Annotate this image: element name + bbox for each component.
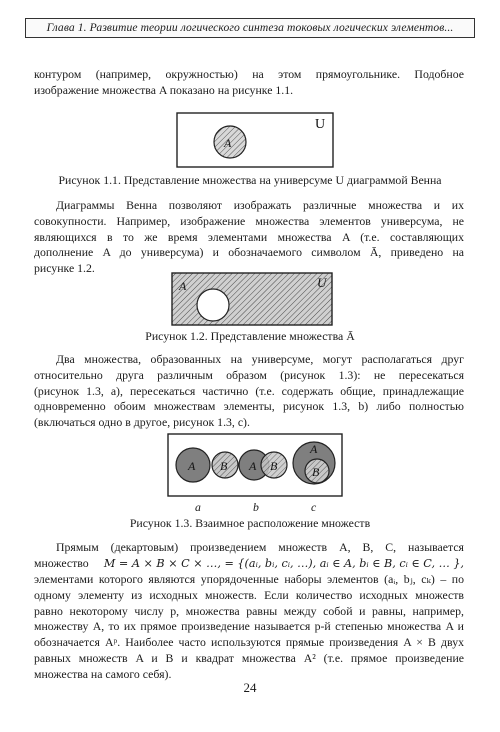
paragraph-line: множеству A, то их прямое произведение называется p-й степенью множества A и bbox=[34, 619, 464, 634]
case-b-label-b: B bbox=[270, 459, 278, 473]
figure-1-1-caption: Рисунок 1.1. Представление множества на универсуме U диаграммой Венна bbox=[58, 173, 442, 187]
figure-1-3-caption: Рисунок 1.3. Взаимное расположение множеств bbox=[129, 516, 371, 530]
paragraph-line: элементами которого являются упорядоченные наборы элементов (aᵢ, bⱼ, cₖ) – по bbox=[34, 572, 464, 586]
paragraph-line: Прямым (декартовым) произведением множеств A, B, C, называется bbox=[56, 540, 464, 554]
paragraph-1 bbox=[34, 67, 464, 99]
paragraph-line: являющихся в то же время элементами множества A (т.е. составляющих bbox=[34, 229, 464, 244]
figure-1-3-sublabel-a: a bbox=[195, 500, 201, 514]
paragraph-line: (рисунок 1.3, a), пересекаться частично (т.е. содержать общие, принадлежащие bbox=[34, 383, 464, 398]
page-number: 24 bbox=[243, 680, 257, 695]
case-b-label-a: A bbox=[249, 459, 257, 473]
paragraph-line: рисунке 1.2. bbox=[34, 261, 95, 276]
universe-label: U bbox=[315, 117, 326, 132]
formula-line bbox=[34, 556, 464, 572]
paragraph-line: (включаться одно в другое, рисунок 1.3, c). bbox=[34, 415, 250, 430]
set-a-label: A bbox=[224, 136, 232, 150]
paragraph-line: изображение множества A показано на рисунке 1.1. bbox=[34, 82, 294, 97]
case-c-label-b: B bbox=[312, 465, 320, 479]
case-a-label-a: A bbox=[188, 459, 196, 473]
running-header bbox=[25, 18, 475, 38]
paragraph-line: одному элементу из исходных множеств. Если количество исходных множеств bbox=[34, 587, 464, 602]
paragraph-line: Диаграммы Венна позволяют изображать различные множества и их bbox=[56, 198, 464, 212]
set-a-circle bbox=[197, 289, 229, 321]
figure-1-3-set-relations-diagram bbox=[167, 433, 343, 497]
paragraph-2 bbox=[34, 198, 464, 277]
set-a-label: A bbox=[179, 279, 187, 293]
paragraph-line: обозначается Aᵖ. Наиболее часто используются прямые произведения A × B двух bbox=[34, 635, 464, 650]
figure-1-1-venn-diagram bbox=[176, 112, 334, 168]
header-title: Глава 1. Развитие теории логического синтеза токовых логических элементов... bbox=[46, 21, 454, 34]
paragraph-4-body bbox=[34, 572, 464, 683]
figure-1-3-sublabel-c: c bbox=[311, 500, 317, 514]
figure-1-2-complement-diagram bbox=[171, 272, 333, 326]
figure-1-2-caption: Рисунок 1.2. Представление множества Ā bbox=[145, 329, 355, 343]
paragraph-line: относительно друга различным образом (рисунок 1.3): не пересекаться bbox=[34, 367, 464, 382]
case-a-label-b: B bbox=[220, 459, 228, 473]
paragraph-line: множества на самого себя). bbox=[34, 666, 172, 681]
paragraph-3 bbox=[34, 352, 464, 431]
cartesian-product-formula: M = A × B × C × …, = {(aᵢ, bᵢ, cᵢ, …), aᵢ ∈ A, bᵢ ∈ B, cᵢ ∈ C, … }, bbox=[103, 557, 464, 570]
paragraph-line: равно некоторому числу p, множества равны между собой и равны, например, bbox=[34, 603, 464, 618]
paragraph-line: одновременно обоим множествам элементы, рисунок 1.3, b) либо полностью bbox=[34, 399, 464, 414]
paragraph-line: равных множеств A и B и квадрат множества A² (т.е. прямое произведение bbox=[34, 650, 464, 665]
paragraph-line: совокупности. Например, изображение множества элементов универсума, не bbox=[34, 213, 464, 228]
universe-label: U bbox=[317, 275, 327, 290]
formula-line-lead: множество bbox=[34, 556, 89, 570]
paragraph-line: дополнение A до универсума) и обозначаемого символом Ā, приведено на bbox=[34, 245, 464, 260]
figure-1-3-sublabel-b: b bbox=[253, 500, 259, 514]
universe-rectangle bbox=[172, 273, 332, 325]
case-c-label-a: A bbox=[310, 442, 318, 456]
paragraph-line: Два множества, образованных на универсуме, могут располагаться друг bbox=[56, 352, 464, 366]
universe-rectangle bbox=[177, 113, 333, 167]
paragraph-line: контуром (например, окружностью) на этом прямоугольнике. Подобное bbox=[34, 67, 464, 81]
paragraph-4-line-1-block bbox=[34, 540, 464, 556]
